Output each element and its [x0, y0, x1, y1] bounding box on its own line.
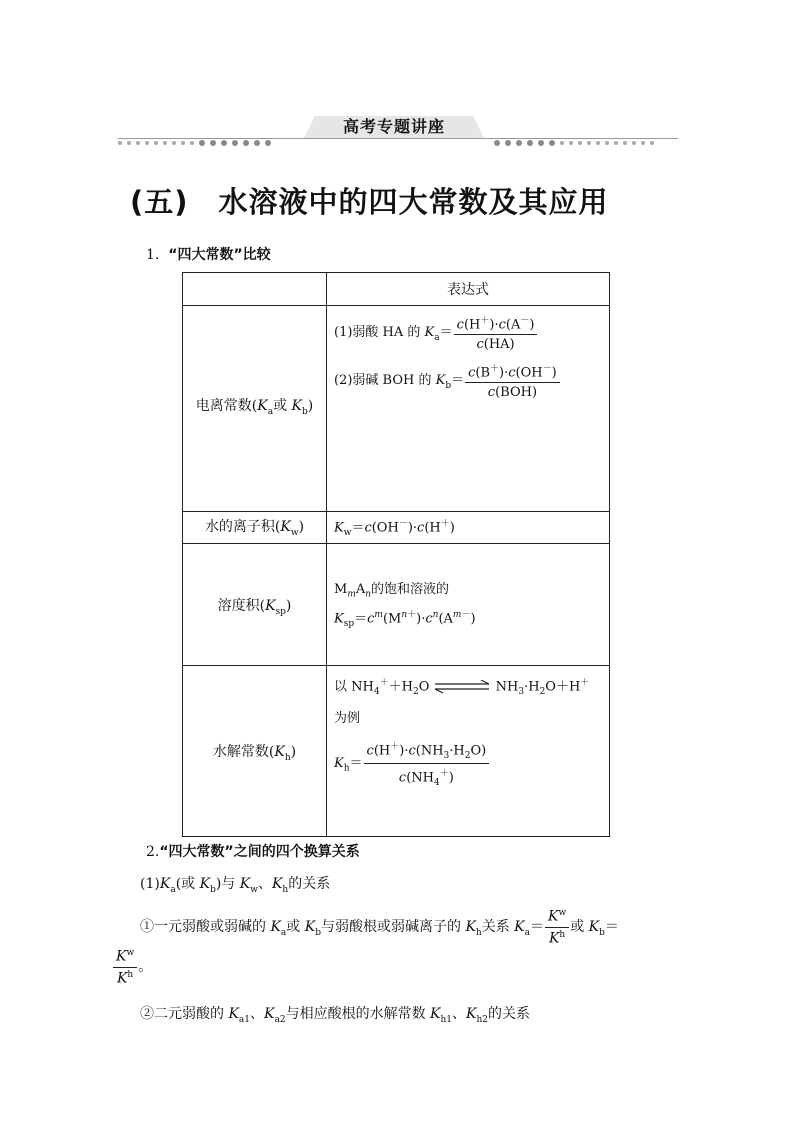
formula-ksp-line1: $M_mA_n$的饱和溶液的	[334, 582, 450, 600]
table-header-expression: 表达式	[447, 282, 489, 298]
row-label-ionization: 电离常数($K_a$或 $K_b$)	[195, 398, 314, 417]
formula-kh-example: 为例	[334, 711, 361, 726]
banner-title: 高考专题讲座	[342, 117, 445, 136]
formula-kw: $K_w=c(OH^-)\cdot c(H^+)$	[334, 519, 455, 538]
kh-fraction: $\frac{c(H^+)\cdot c(NH_3\cdot H_2O)}{c(NH_4^+)}$	[364, 739, 490, 788]
row-label-kw: 水的离子积$(K_w)$	[204, 519, 305, 538]
row-label-ksp: 溶度积$(K_{sp})$	[217, 598, 292, 617]
formula-ka: (1)弱酸 HA 的 $K_a=$ $\frac{c(H^+)\cdot c(A^-)}{c(HA)}$	[334, 313, 538, 352]
formula-kb: (2)弱碱 BOH 的 $K_b=$ $\frac{c(B^+)\cdot c(OH^-)}{\text{c(BOH)}}$	[334, 361, 561, 400]
section2-item1: ①一元弱酸或弱碱的 $K_a$或 $K_b$与弱酸根或弱碱离子的 $K_h$关系 $K_a=$ $\frac{K^w}{K^h}$ 或 $K_b=$	[140, 908, 619, 947]
page-title: (五) 水溶液中的四大常数及其应用	[130, 185, 609, 219]
ka-fraction: $\frac{c(H^+)\cdot c(A^-)}{c(HA)}$	[454, 313, 538, 352]
section1-heading	[146, 244, 271, 264]
section2-sub1: $(1)K_a$(或 $K_b$)与 $K_w$、$K_h$的关系	[140, 876, 331, 895]
equilibrium-arrow-icon	[433, 680, 491, 694]
table-divider	[326, 273, 327, 836]
row-line	[183, 511, 609, 512]
section2-item1-cont: $\frac{K^w}{K^h}$ 。	[112, 948, 152, 986]
section1-title: “四大常数”比较	[168, 247, 271, 263]
constants-table	[182, 272, 610, 837]
row-line	[183, 665, 609, 666]
formula-kh: $K_h=$ $\frac{c(H^+)\cdot c(NH_3\cdot H_2O)}{c(NH_4^+)}$	[334, 739, 490, 788]
banner-line	[118, 138, 678, 139]
row-line	[183, 543, 609, 544]
formula-kh-equation: 以 $NH_4^++H_2O$ $NH_3\cdot H_2O+H^+$	[334, 678, 590, 697]
row-line	[183, 305, 609, 306]
section2-title: “四大常数”之间的四个换算关系	[159, 844, 360, 860]
row-label-kh: 水解常数$(K_h)$	[212, 744, 297, 763]
section2-item2: ②二元弱酸的 $K_{a1}$、$K_{a2}$与相应酸根的水解常数 $K_{h1}$、$K_{h2}$的关系	[140, 1006, 531, 1025]
kb-fraction: $\frac{c(B^+)\cdot c(OH^-)}{\text{c(BOH)}}$	[465, 361, 560, 400]
section-banner	[118, 116, 678, 144]
formula-ksp-line2: $K_{sp}=c^m(M^{n+})\cdot c^n(A^{m-})$	[334, 610, 476, 629]
ka-kw-kh-fraction: $\frac{K^w}{K^h}$	[545, 908, 569, 946]
section2-heading	[146, 841, 360, 861]
kb-kw-kh-fraction: $\frac{K^w}{K^h}$	[113, 948, 137, 986]
section1-number: 1.	[146, 247, 160, 263]
section2-number: 2.	[146, 844, 160, 860]
